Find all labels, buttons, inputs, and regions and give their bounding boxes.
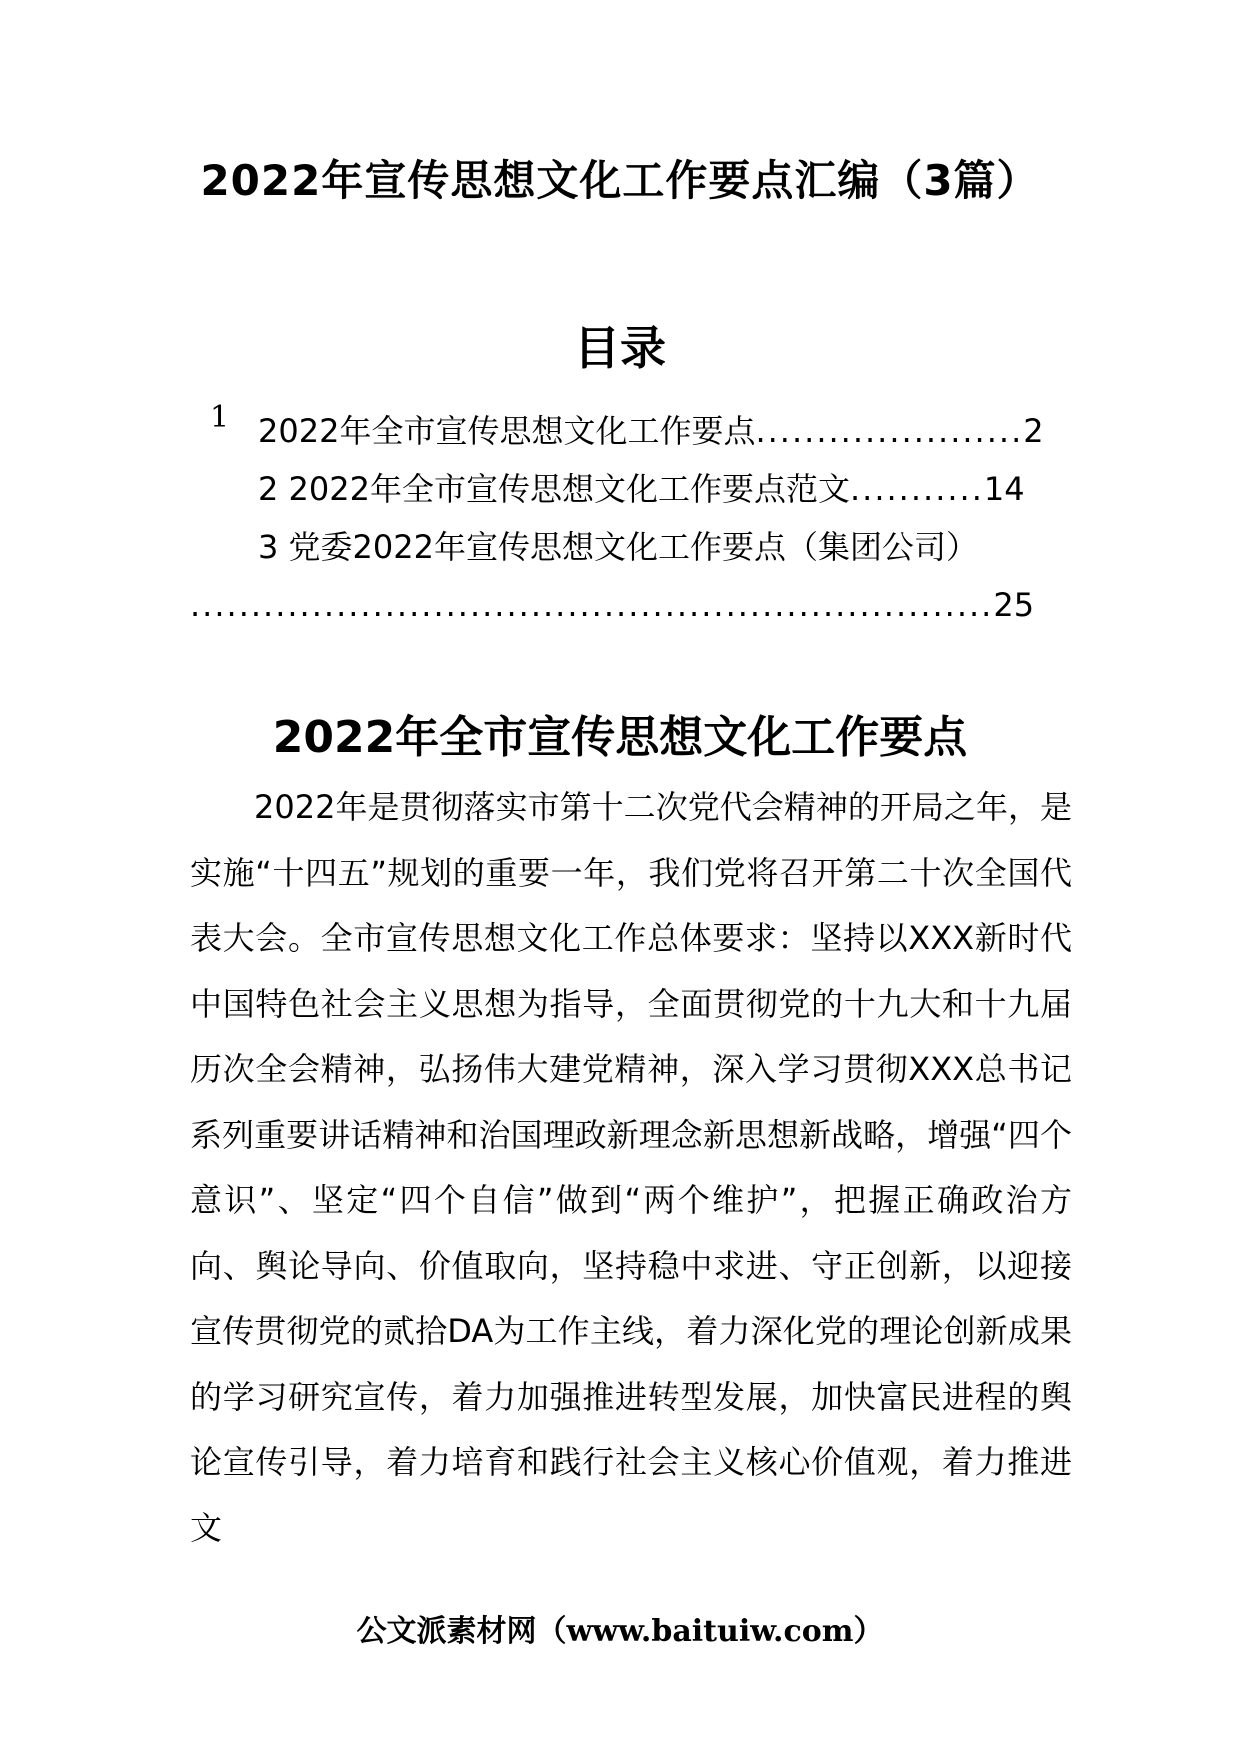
footer-watermark: 公文派素材网（www.baituiw.com）	[356, 1614, 884, 1649]
toc-page-number: 14	[983, 470, 1025, 508]
toc-page-number: 25	[993, 586, 1035, 624]
toc-heading: 目录	[574, 321, 666, 375]
section-heading: 2022年全市宣传思想文化工作要点	[272, 712, 968, 763]
toc-entry[interactable]	[258, 466, 1025, 512]
toc-marker: 1	[210, 400, 230, 435]
toc-entry-title: 2022年全市宣传思想文化工作要点	[258, 412, 756, 450]
toc-leader-dots: ..................................................................	[190, 586, 994, 624]
toc-entry-title: 2 2022年全市宣传思想文化工作要点范文	[258, 470, 850, 508]
toc-leader-dots: ...........	[849, 470, 984, 508]
document-title: 2022年宣传思想文化工作要点汇编（3篇）	[200, 156, 1040, 205]
body-paragraph: 2022年是贯彻落实市第十二次党代会精神的开局之年，是实施“十四五”规划的重要一年，我们党将召开第二十次全国代表大会。全市宣传思想文化工作总体要求：坚持以XXX新时代中国特色社会主义思想为指导，全面贯彻党的十九大和十九届历次全会精神，弘扬伟大建党精神，深入学习贯彻XXX总书记系列重要讲话精神和治国理政新理念新思想新战略，增强“四个意识”、坚定“四个自信”做到“两个维护”，把握正确政治方向、舆论导向、价值取向，坚持稳中求进、守正创新，以迎接宣传贯彻党的贰拾DA为工作主线，着力深化党的理论创新成果的学习研究宣传，着力加强推进转型发展，加快富民进程的舆论宣传引导，着力培育和践行社会主义核心价值观，着力推进文	[190, 788, 1072, 1547]
toc-entry-title: 3 党委2022年宣传思想文化工作要点（集团公司）	[258, 528, 978, 566]
toc-entry[interactable]	[258, 408, 1044, 454]
toc-page-number: 2	[1023, 412, 1044, 450]
toc-leader-dots: ......................	[755, 412, 1024, 450]
toc-entry-leader-line	[190, 582, 1035, 628]
